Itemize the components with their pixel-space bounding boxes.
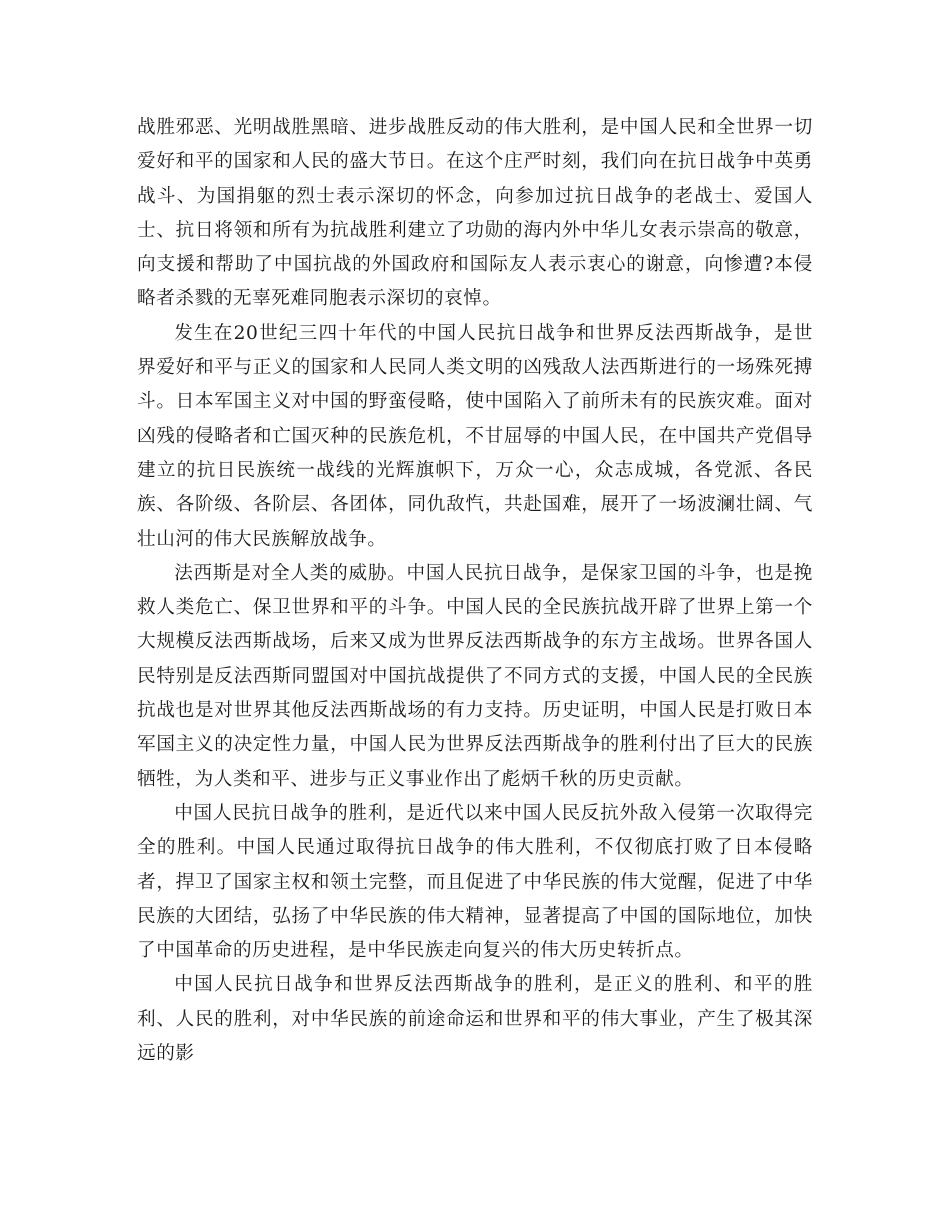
paragraph-3: 法西斯是对全人类的威胁。中国人民抗日战争，是保家卫国的斗争，也是挽救人类危亡、保卫世界和平的斗争。中国人民的全民族抗战开辟了世界上第一个大规模反法西斯战场，后来又成为世界反法西斯战争的东方主战场。世界各国人民特别是反法西斯同盟国对中国抗战提供了不同方式的支援，中国人民的全民族抗战也是对世界其他反法西斯战场的有力支持。历史证明，中国人民是打败日本军国主义的决定性力量，中国人民为世界反法西斯战争的胜利付出了巨大的民族牺牲，为人类和平、进步与正义事业作出了彪炳千秋的历史贡献。 — [137, 562, 813, 790]
paragraph-2: 发生在20世纪三四十年代的中国人民抗日战争和世界反法西斯战争，是世界爱好和平与正义的国家和人民同人类文明的凶残敌人法西斯进行的一场殊死搏斗。日本军国主义对中国的野蛮侵略，使中国陷入了前所未有的民族灾难。面对凶残的侵略者和亡国灭种的民族危机，不甘屈辱的中国人民，在中国共产党倡导建立的抗日民族统一战线的光辉旗帜下，万众一心，众志成城，各党派、各民族、各阶级、各阶层、各团体，同仇敌忾，共赴国难，展开了一场波澜壮阔、气壮山河的伟大民族解放战争。 — [137, 322, 813, 550]
paragraph-5: 中国人民抗日战争和世界反法西斯战争的胜利，是正义的胜利、和平的胜利、人民的胜利，对中华民族的前途命运和世界和平的伟大事业，产生了极其深远的影 — [137, 974, 813, 1065]
paragraph-4: 中国人民抗日战争的胜利，是近代以来中国人民反抗外敌入侵第一次取得完全的胜利。中国人民通过取得抗日战争的伟大胜利，不仅彻底打败了日本侵略者，捍卫了国家主权和领土完整，而且促进了中华民族的伟大觉醒，促进了中华民族的大团结，弘扬了中华民族的伟大精神，显著提高了中国的国际地位，加快了中国革命的历史进程，是中华民族走向复兴的伟大历史转折点。 — [137, 802, 813, 962]
paragraph-1: 战胜邪恶、光明战胜黑暗、进步战胜反动的伟大胜利，是中国人民和全世界一切爱好和平的国家和人民的盛大节日。在这个庄严时刻，我们向在抗日战争中英勇战斗、为国捐躯的烈士表示深切的怀念，向参加过抗日战争的老战士、爱国人士、抗日将领和所有为抗战胜利建立了功勋的海内外中华儿女表示崇高的敬意，向支援和帮助了中国抗战的外国政府和国际友人表示衷心的谢意，向惨遭?本侵略者杀戮的无辜死难同胞表示深切的哀悼。 — [137, 117, 813, 310]
document-body — [137, 111, 813, 1071]
